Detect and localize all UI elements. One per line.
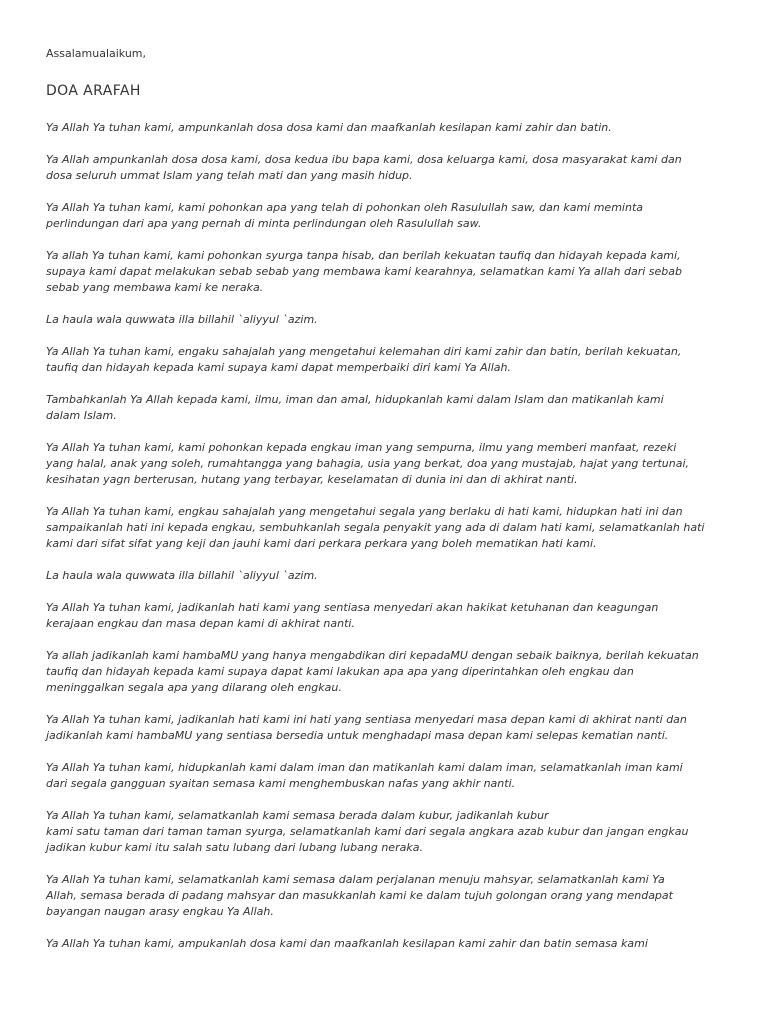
- paragraph: Ya allah jadikanlah kami hambaMU yang hanya mengabdikan diri kepadaMU dengan sebaik baiknya, berilah kekuatan taufiq dan hidayah kepada kami supaya dapat kami lakukan apa apa yang diperintahkan oleh engkau dan meninggalkan segala apa yang dilarang oleh engkau.: [46, 649, 699, 694]
- paragraph: La haula wala quwwata illa billahil `aliyyul `azim.: [46, 313, 318, 326]
- paragraph: Ya Allah Ya tuhan kami, kami pohonkan apa yang telah di pohonkan oleh Rasulullah saw, dan kami meminta perlindungan dari apa yang pernah di minta perlindungan oleh Rasulullah saw.: [46, 201, 643, 230]
- paragraph: Ya Allah Ya tuhan kami, ampukanlah dosa kami dan maafkanlah kesilapan kami zahir dan batin semasa kami: [46, 937, 648, 950]
- paragraph: Ya Allah Ya tuhan kami, engaku sahajalah yang mengetahui kelemahan diri kami zahir dan batin, berilah kekuatan, taufiq dan hidayah kepada kami supaya kami dapat memperbaiki diri kami Ya Allah.: [46, 345, 682, 374]
- paragraph: La haula wala quwwata illa billahil `aliyyul `azim.: [46, 569, 318, 582]
- paragraph: Ya Allah Ya tuhan kami, kami pohonkan kepada engkau iman yang sempurna, ilmu yang memberi manfaat, rezeki yang halal, anak yang soleh, rumahtangga yang bahagia, usia yang berkat, doa yang mustajab, hajat yang tertunai, kesihatan yagn berterusan, hutang yang terbayar, keselamatan di dunia ini dan di akhirat nanti.: [46, 441, 690, 486]
- paragraph: Ya Allah Ya tuhan kami, jadikanlah hati kami ini hati yang sentiasa menyedari masa depan kami di akhirat nanti dan jadikanlah kami hambaMU yang sentiasa bersedia untuk menghadapi masa depan kami selepas kematian nanti.: [46, 713, 687, 742]
- paragraph: Ya Allah Ya tuhan kami, selamatkanlah kami semasa dalam perjalanan menuju mahsyar, selamatkanlah kami Ya Allah, semasa berada di padang mahsyar dan masukkanlah kami ke dalam tujuh golongan orang yang mendapat bayangan naugan arasy engkau Ya Allah.: [46, 873, 673, 918]
- paragraph: Ya Allah Ya tuhan kami, ampunkanlah dosa dosa kami dan maafkanlah kesilapan kami zahir dan batin.: [46, 121, 612, 134]
- document-page: [46, 46, 726, 968]
- paragraph: Tambahkanlah Ya Allah kepada kami, ilmu, iman dan amal, hidupkanlah kami dalam Islam dan matikanlah kami dalam Islam.: [46, 393, 664, 422]
- paragraph: Ya allah Ya tuhan kami, kami pohonkan syurga tanpa hisab, dan berilah kekuatan taufiq dan hidayah kepada kami, supaya kami dapat melakukan sebab sebab yang membawa kami kearahnya, selamatkan kami Ya allah dari sebab sebab yang membawa kami ke neraka.: [46, 249, 683, 294]
- greeting: Assalamualaikum,: [46, 47, 147, 60]
- paragraph: Ya Allah ampunkanlah dosa dosa kami, dosa kedua ibu bapa kami, dosa keluarga kami, dosa masyarakat kami dan dosa seluruh ummat Islam yang telah mati dan yang masih hidup.: [46, 153, 682, 182]
- paragraph: Ya Allah Ya tuhan kami, engkau sahajalah yang mengetahui segala yang berlaku di hati kami, hidupkan hati ini dan sampaikanlah hati ini kepada engkau, sembuhkanlah segala penyakit yang ada di dalam hati kami, selamatkanlah hati kami dari sifat sifat yang keji dan jauhi kami dari perkara perkara yang boleh mematikan hati kami.: [46, 505, 705, 550]
- paragraph: Ya Allah Ya tuhan kami, selamatkanlah kami semasa berada dalam kubur, jadikanlah kubur kami satu taman dari taman taman syurga, selamatkanlah kami dari segala angkara azab kubur dan jangan engkau jadikan kubur kami itu salah satu lubang dari lubang lubang neraka.: [46, 809, 689, 854]
- page-title: DOA ARAFAH: [46, 83, 141, 99]
- paragraph: Ya Allah Ya tuhan kami, hidupkanlah kami dalam iman dan matikanlah kami dalam iman, selamatkanlah iman kami dari segala gangguan syaitan semasa kami menghembuskan nafas yang akhir nanti.: [46, 761, 683, 790]
- paragraph: Ya Allah Ya tuhan kami, jadikanlah hati kami yang sentiasa menyedari akan hakikat ketuhanan dan keagungan kerajaan engkau dan masa depan kami di akhirat nanti.: [46, 601, 659, 630]
